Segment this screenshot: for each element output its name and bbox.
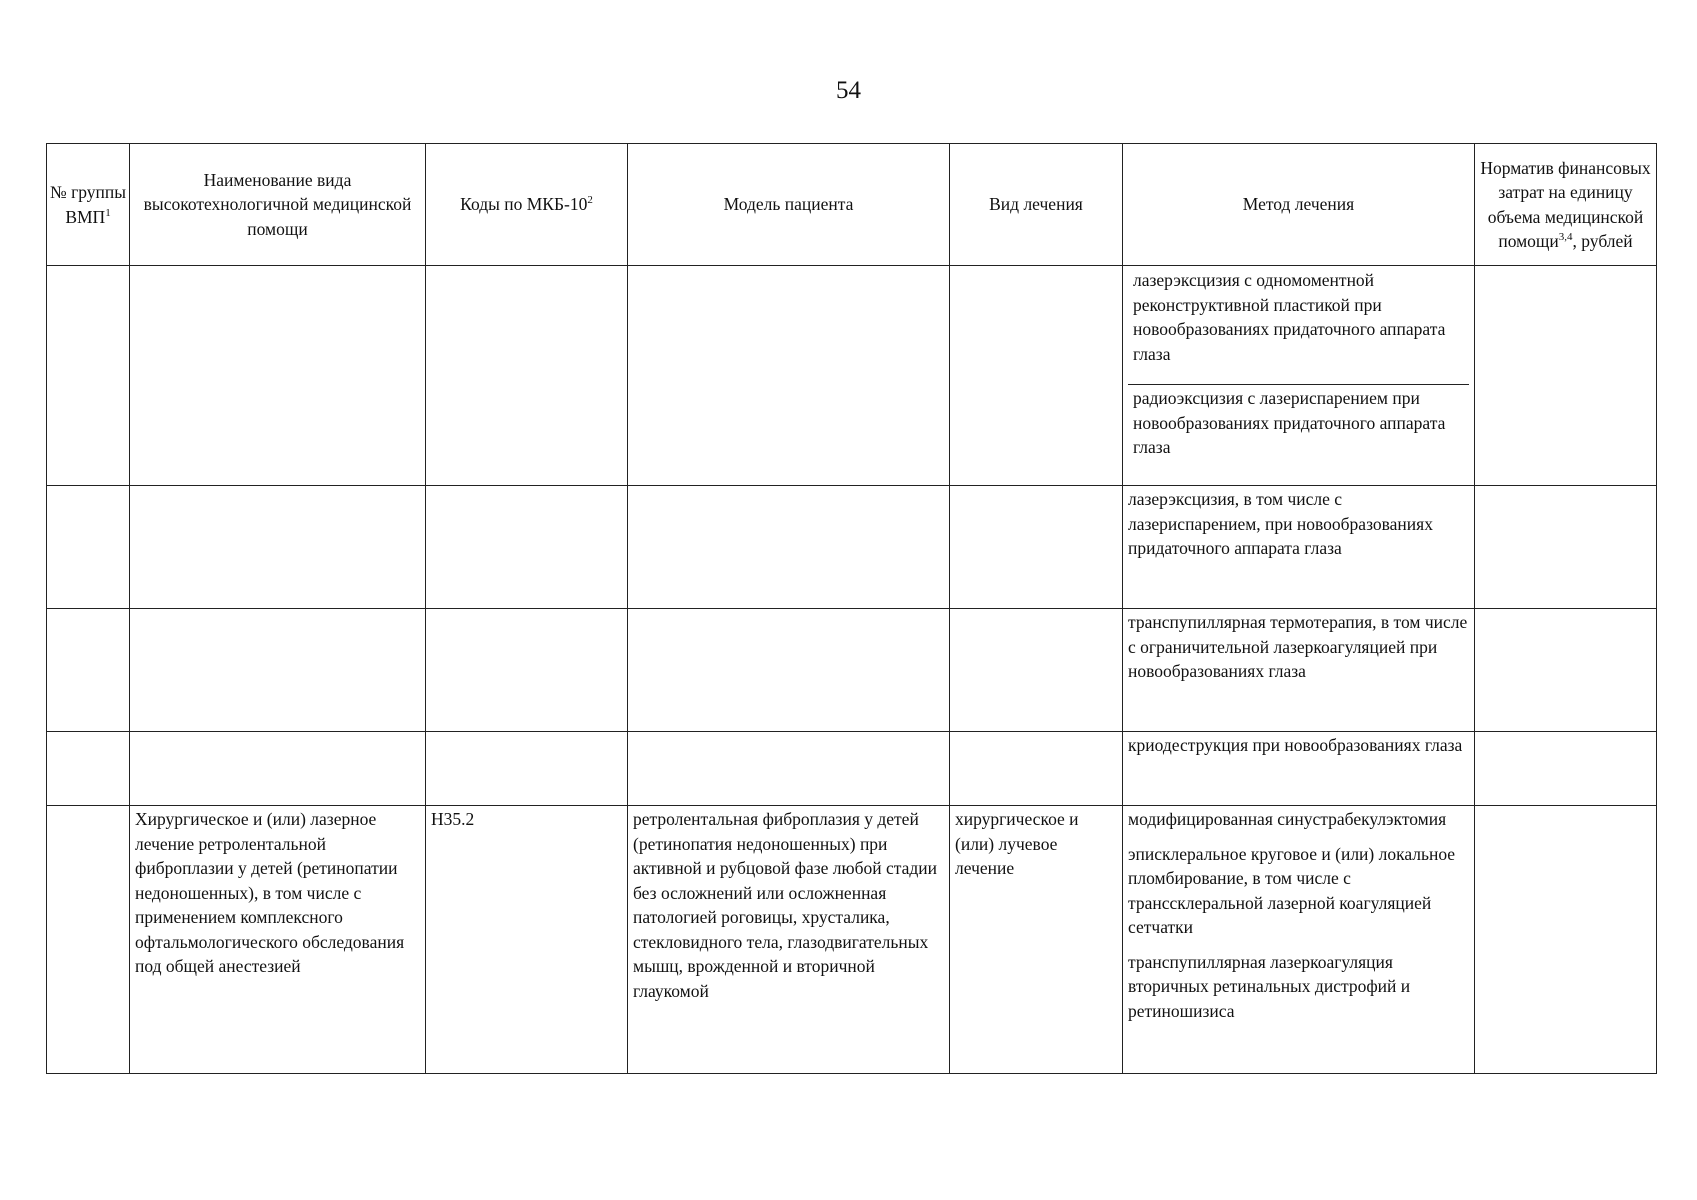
- cell-patient-model: [628, 609, 950, 732]
- cell-patient-model: ретролентальная фиброплазия у детей (ретинопатия недоношенных) при активной и рубцовой фазе любой стадии без осложнений или осложненная патологией роговицы, хрусталика, стекловидного тела, глазодвигательных мышц, врожденной и вторичной глаукомой: [628, 806, 950, 1074]
- table-row: [47, 732, 1657, 806]
- cell-patient-model: [628, 732, 950, 806]
- method-item: транспупиллярная лазеркоагуляция вторичных ретинальных дистрофий и ретиношизиса: [1128, 951, 1411, 1021]
- cell-name: [130, 609, 426, 732]
- cell-group-no: [47, 806, 130, 1074]
- cell-name: [130, 266, 426, 486]
- cell-treatment-method: [1123, 609, 1475, 732]
- header-treatment-type: Вид лечения: [950, 144, 1123, 266]
- method-item: эписклеральное круговое и (или) локальное пломбирование, в том числе с транссклеральной лазерной коагуляцией сетчатки: [1128, 843, 1456, 937]
- cell-cost-norm: [1475, 806, 1657, 1074]
- method-item: криодеструкция при новообразованиях глаза: [1128, 735, 1463, 755]
- header-group-no: № группы ВМП$^1$: [47, 144, 130, 266]
- header-patient-model: Модель пациента: [628, 144, 950, 266]
- cell-group-no: [47, 266, 130, 486]
- cell-group-no: [47, 609, 130, 732]
- cell-icd-codes: H35.2: [426, 806, 628, 1074]
- method-item: лазерэксцизия с одномоментной реконструктивной пластикой при новообразованиях придаточного аппарата глаза: [1128, 267, 1469, 385]
- cell-treatment-type: хирургическое и (или) лучевое лечение: [950, 806, 1123, 1074]
- table-row: [47, 609, 1657, 732]
- method-item: радиоэксцизия с лазериспарением при новообразованиях придаточного аппарата глаза: [1133, 388, 1446, 457]
- header-name: Наименование вида высокотехнологичной медицинской помощи: [130, 144, 426, 266]
- cell-treatment-type: [950, 732, 1123, 806]
- cell-patient-model: [628, 266, 950, 486]
- cell-treatment-method: [1123, 732, 1475, 806]
- method-item: модифицированная синустрабекулэктомия: [1128, 809, 1447, 829]
- cell-icd-codes: [426, 609, 628, 732]
- cell-icd-codes: [426, 732, 628, 806]
- cell-patient-model: [628, 486, 950, 609]
- cell-treatment-type: [950, 486, 1123, 609]
- header-treatment-method: Метод лечения: [1123, 144, 1475, 266]
- cell-icd-codes: [426, 486, 628, 609]
- cell-treatment-method: [1123, 486, 1475, 609]
- cell-treatment-method: [1123, 806, 1475, 1074]
- cell-group-no: [47, 732, 130, 806]
- cell-icd-codes: [426, 266, 628, 486]
- header-cost-norm: Норматив финансовых затрат на единицу объема медицинской помощи$^{3,4}$, рублей: [1475, 144, 1657, 266]
- method-item: транспупиллярная термотерапия, в том числе с ограничительной лазеркоагуляцией при новообразованиях глаза: [1128, 612, 1468, 681]
- table-row: [47, 486, 1657, 609]
- table-header-row: [47, 144, 1657, 266]
- cell-name: [130, 732, 426, 806]
- cell-cost-norm: [1475, 609, 1657, 732]
- cell-group-no: [47, 486, 130, 609]
- cell-cost-norm: [1475, 266, 1657, 486]
- method-item: лазерэксцизия, в том числе с лазериспарением, при новообразованиях придаточного аппарата глаза: [1128, 489, 1433, 558]
- cell-cost-norm: [1475, 732, 1657, 806]
- cell-name: [130, 486, 426, 609]
- cell-treatment-method: [1123, 266, 1475, 486]
- cell-cost-norm: [1475, 486, 1657, 609]
- header-icd-codes: Коды по МКБ-$10^2$: [426, 144, 628, 266]
- table-row: [47, 806, 1657, 1074]
- table-row: [47, 266, 1657, 486]
- page-number: 54: [836, 77, 861, 104]
- vmp-table: [46, 143, 1657, 1074]
- cell-treatment-type: [950, 266, 1123, 486]
- cell-treatment-type: [950, 609, 1123, 732]
- cell-name: Хирургическое и (или) лазерное лечение ретролентальной фиброплазии у детей (ретинопатии недоношенных), в том числе с применением комплексного офтальмологического обследования под общей анестезией: [130, 806, 426, 1074]
